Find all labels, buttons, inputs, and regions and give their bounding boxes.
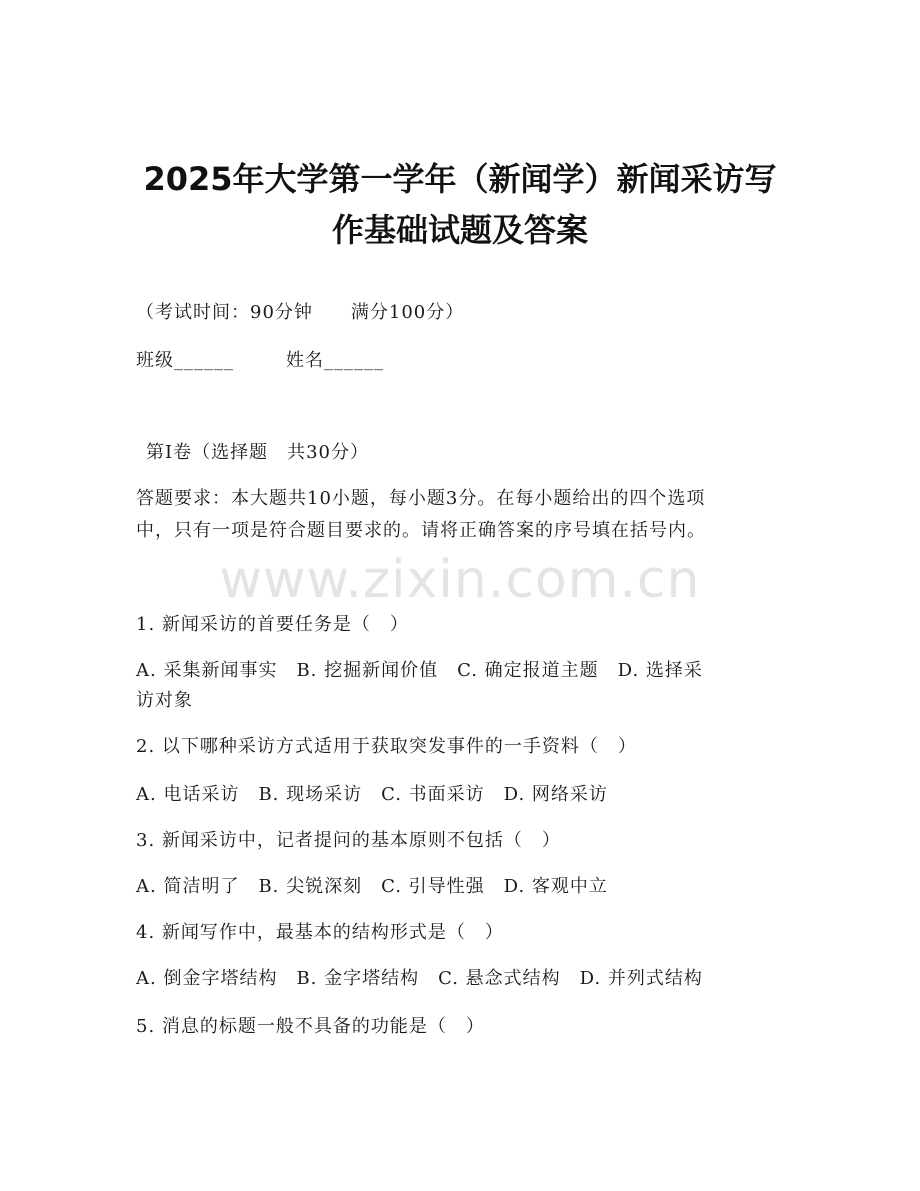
question-3-stem: 3. 新闻采访中，记者提问的基本原则不包括（ ）	[136, 830, 561, 851]
requirement-line-1: 答题要求：本大题共10小题，每小题3分。在每小题给出的四个选项	[136, 488, 706, 509]
question-4-options: A. 倒金字塔结构 B. 金字塔结构 C. 悬念式结构 D. 并列式结构	[136, 968, 703, 989]
name-field: 姓名______	[286, 350, 384, 371]
question-3-options: A. 简洁明了 B. 尖锐深刻 C. 引导性强 D. 客观中立	[136, 876, 608, 897]
question-1-options-continued: 访对象	[136, 690, 193, 711]
requirement-line-2: 中，只有一项是符合题目要求的。请将正确答案的序号填在括号内。	[136, 520, 706, 541]
question-2-stem: 2. 以下哪种采访方式适用于获取突发事件的一手资料（ ）	[136, 736, 637, 757]
question-2-options: A. 电话采访 B. 现场采访 C. 书面采访 D. 网络采访	[136, 784, 608, 805]
question-5-stem: 5. 消息的标题一般不具备的功能是（ ）	[136, 1016, 485, 1037]
watermark: www.zixin.com.cn	[219, 550, 701, 610]
question-1-stem: 1. 新闻采访的首要任务是（ ）	[136, 614, 409, 635]
exam-info: （考试时间：90分钟 满分100分）	[136, 302, 465, 323]
document-title-line-1: 2025年大学第一学年（新闻学）新闻采访写	[143, 160, 777, 198]
class-field: 班级______	[136, 350, 234, 371]
question-4-stem: 4. 新闻写作中，最基本的结构形式是（ ）	[136, 922, 504, 943]
question-1-options: A. 采集新闻事实 B. 挖掘新闻价值 C. 确定报道主题 D. 选择采	[136, 660, 703, 681]
section-heading: 第Ⅰ卷（选择题 共30分）	[146, 442, 370, 463]
document-title-line-2: 作基础试题及答案	[331, 211, 588, 249]
student-info-line	[136, 346, 786, 376]
